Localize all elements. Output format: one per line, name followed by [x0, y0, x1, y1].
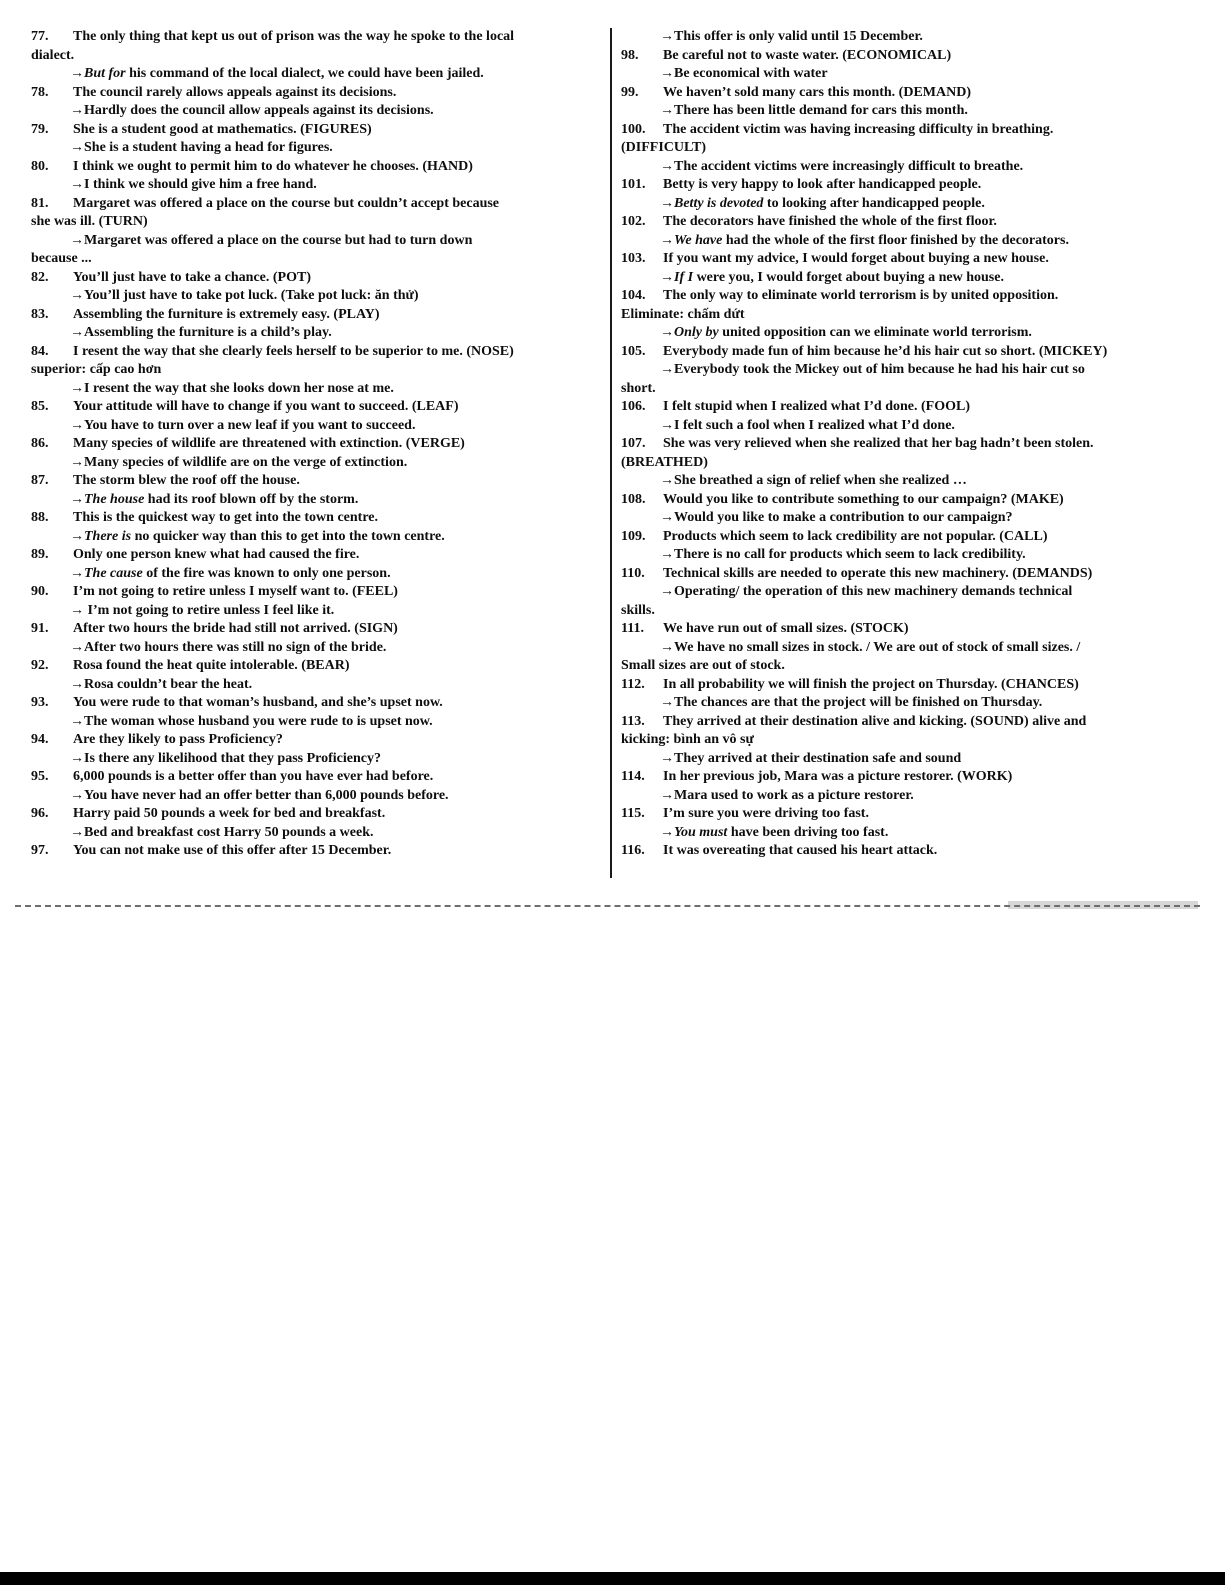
item-number: 80. — [31, 158, 49, 174]
answer-line — [621, 639, 1216, 658]
text-segment: In her previous job, Mara was a picture restorer. (WORK) — [663, 769, 1013, 784]
text-segment: had its roof blown off by the storm. — [144, 491, 359, 507]
text-segment: It was overeating that caused his heart attack. — [663, 843, 938, 858]
item-number: 102. — [621, 214, 646, 229]
item-number: 111. — [621, 621, 644, 636]
text-segment: →I resent the way that she looks down her nose at me. — [70, 380, 394, 396]
text-segment: she was ill. (TURN) — [31, 214, 148, 229]
answer-line — [31, 602, 602, 621]
answer-line — [621, 195, 1216, 214]
italic-text-segment: There is — [84, 528, 132, 544]
item-number: 112. — [621, 676, 645, 692]
text-segment: Betty is very happy to look after handicapped people. — [663, 177, 982, 192]
exercise-item-line — [621, 713, 1216, 732]
text-segment: If you want my advice, I would forget about buying a new house. — [663, 251, 1049, 266]
text-segment: →You’ll just have to take pot luck. (Take pot luck: ăn thử) — [70, 288, 419, 303]
item-text — [663, 213, 997, 232]
text-segment: →Mara used to work as a picture restorer. — [660, 787, 914, 803]
answer-line — [31, 713, 602, 732]
answer-line — [31, 676, 602, 695]
text-segment: Be careful not to waste water. (ECONOMICAL) — [663, 47, 952, 63]
item-number: 78. — [31, 84, 49, 100]
item-number: 100. — [621, 121, 646, 137]
continuation-line — [31, 47, 602, 66]
item-text — [73, 306, 380, 325]
text-segment: After two hours the bride had still not arrived. (SIGN) — [73, 621, 398, 636]
answer-line — [31, 324, 602, 343]
exercise-item-line — [621, 435, 1216, 454]
text-segment: Assembling the furniture is extremely easy. (PLAY) — [73, 306, 380, 322]
answer-line — [621, 472, 1216, 491]
continuation-line — [621, 139, 1216, 158]
continuation-line — [31, 250, 602, 269]
text-segment: →Hardly does the council allow appeals against its decisions. — [70, 103, 434, 118]
item-number: 107. — [621, 436, 646, 451]
answer-line — [621, 824, 1216, 843]
exercise-item-line — [621, 343, 1216, 362]
answer-line — [621, 269, 1216, 288]
exercise-item-line — [31, 195, 602, 214]
text-segment: had the whole of the first floor finished by the decorators. — [722, 232, 1069, 248]
item-number: 83. — [31, 306, 49, 322]
item-number: 77. — [31, 29, 49, 44]
text-segment: Technical skills are needed to operate this new machinery. (DEMANDS) — [663, 565, 1093, 581]
dashed-separator — [15, 905, 1200, 907]
item-text — [73, 28, 514, 47]
item-text — [73, 509, 378, 528]
item-text — [663, 343, 1107, 362]
answer-line — [621, 65, 1216, 84]
answer-line — [621, 361, 1216, 380]
item-number: 103. — [621, 251, 646, 266]
text-segment: united opposition can we eliminate world terrorism. — [718, 325, 1032, 340]
answer-line — [31, 287, 602, 306]
item-text — [73, 768, 433, 787]
exercise-item-line — [31, 28, 602, 47]
item-number: 113. — [621, 713, 645, 729]
exercise-item-line — [621, 398, 1216, 417]
item-text — [73, 435, 465, 454]
text-segment: of the fire was known to only one person. — [142, 565, 391, 581]
item-number: 97. — [31, 843, 49, 858]
text-segment: →There is no call for products which seem to lack credibility. — [660, 547, 1026, 562]
item-number: 114. — [621, 769, 645, 784]
text-columns — [0, 28, 1224, 878]
exercise-item-line — [621, 676, 1216, 695]
item-text — [73, 158, 473, 177]
exercise-item-line — [31, 472, 602, 491]
text-segment: kicking: bình an vô sự — [621, 732, 754, 747]
exercise-item-line — [621, 565, 1216, 584]
item-number: 110. — [621, 565, 645, 581]
answer-line — [621, 324, 1216, 343]
text-segment: →There has been little demand for cars this month. — [660, 103, 968, 118]
text-segment: → — [70, 528, 84, 544]
item-text — [663, 713, 1086, 732]
text-segment: →The woman whose husband you were rude to is upset now. — [70, 713, 433, 729]
text-segment: Margaret was offered a place on the course but couldn’t accept because — [73, 195, 500, 211]
item-number: 86. — [31, 436, 49, 451]
text-segment: Products which seem to lack credibility are not popular. (CALL) — [663, 528, 1048, 544]
text-segment: I felt stupid when I realized what I’d done. (FOOL) — [663, 399, 970, 414]
text-segment: (DIFFICULT) — [621, 140, 707, 155]
item-text — [73, 805, 385, 824]
text-segment: →She breathed a sign of relief when she realized … — [660, 473, 967, 488]
exercise-item-line — [31, 694, 602, 713]
exercise-item-line — [31, 731, 602, 750]
text-segment: Everybody made fun of him because he’d his hair cut so short. (MICKEY) — [663, 343, 1108, 359]
item-number: 93. — [31, 695, 49, 710]
italic-text-segment: The house — [84, 491, 145, 507]
continuation-line — [621, 306, 1216, 325]
bottom-black-bar — [0, 1572, 1225, 1585]
answer-line — [31, 454, 602, 473]
answer-line — [621, 232, 1216, 251]
answer-line — [621, 787, 1216, 806]
item-text — [73, 731, 283, 750]
text-segment: → — [70, 66, 84, 81]
exercise-item-line — [621, 47, 1216, 66]
item-text — [663, 398, 970, 417]
item-number: 101. — [621, 177, 646, 192]
answer-line — [31, 417, 602, 436]
text-segment: → — [660, 269, 674, 285]
exercise-item-line — [621, 287, 1216, 306]
continuation-line — [31, 213, 602, 232]
text-segment: →The accident victims were increasingly difficult to breathe. — [660, 158, 1024, 174]
item-text — [663, 676, 1079, 695]
text-segment: →I think we should give him a free hand. — [70, 177, 317, 192]
text-segment: The accident victim was having increasing difficulty in breathing. — [663, 121, 1054, 137]
exercise-item-line — [31, 269, 602, 288]
exercise-item-line — [31, 509, 602, 528]
item-number: 94. — [31, 732, 49, 747]
text-segment: I think we ought to permit him to do whatever he chooses. (HAND) — [73, 158, 473, 174]
item-text — [663, 842, 937, 861]
item-text — [73, 269, 311, 288]
answer-line — [31, 750, 602, 769]
item-text — [663, 121, 1053, 140]
item-number: 90. — [31, 584, 49, 599]
italic-text-segment: Only by — [674, 325, 719, 340]
item-number: 116. — [621, 843, 645, 858]
item-number: 89. — [31, 547, 49, 562]
italic-text-segment: You must — [674, 824, 728, 840]
text-segment: The only way to eliminate world terrorism is by united opposition. — [663, 288, 1059, 303]
exercise-item-line — [621, 84, 1216, 103]
italic-text-segment: Betty is devoted — [674, 195, 764, 211]
answer-line — [31, 787, 602, 806]
item-number: 109. — [621, 528, 646, 544]
text-segment: →Assembling the furniture is a child’s play. — [70, 325, 332, 340]
item-number: 87. — [31, 473, 49, 488]
text-segment: →I felt such a fool when I realized what I’d done. — [660, 417, 955, 433]
item-text — [663, 435, 1094, 454]
exercise-item-line — [621, 528, 1216, 547]
answer-line — [621, 28, 1216, 47]
exercise-item-line — [31, 398, 602, 417]
text-segment: →You have to turn over a new leaf if you want to succeed. — [70, 417, 416, 433]
text-segment: short. — [621, 380, 656, 396]
item-text — [663, 491, 1064, 510]
item-text — [663, 805, 869, 824]
continuation-line — [621, 731, 1216, 750]
text-segment: 6,000 pounds is a better offer than you have ever had before. — [73, 769, 434, 784]
text-segment: (BREATHED) — [621, 454, 708, 470]
item-number: 81. — [31, 195, 49, 211]
text-segment: have been driving too fast. — [727, 824, 889, 840]
continuation-line — [621, 380, 1216, 399]
text-segment: dialect. — [31, 47, 75, 63]
exercise-item-line — [31, 546, 602, 565]
text-segment: → — [70, 565, 84, 581]
column-left — [0, 28, 612, 878]
text-segment: I resent the way that she clearly feels herself to be superior to me. (NOSE) — [73, 343, 514, 359]
exercise-item-line — [621, 213, 1216, 232]
text-segment: Are they likely to pass Proficiency? — [73, 732, 283, 747]
answer-line — [621, 546, 1216, 565]
exercise-item-line — [31, 805, 602, 824]
item-text — [663, 620, 909, 639]
text-segment: You’ll just have to take a chance. (POT) — [73, 269, 311, 285]
text-segment: →You have never had an offer better than 6,000 pounds before. — [70, 787, 449, 803]
text-segment: We haven’t sold many cars this month. (DEMAND) — [663, 84, 971, 100]
text-segment: → — [660, 824, 674, 840]
item-number: 88. — [31, 510, 49, 525]
item-text — [73, 472, 300, 491]
text-segment: This is the quickest way to get into the town centre. — [73, 510, 379, 525]
text-segment: to looking after handicapped people. — [763, 195, 985, 211]
text-segment: → — [660, 195, 674, 211]
text-segment: skills. — [621, 602, 655, 618]
item-text — [73, 620, 398, 639]
text-segment: no quicker way than this to get into the town centre. — [131, 528, 445, 544]
answer-line — [621, 158, 1216, 177]
answer-line — [31, 491, 602, 510]
item-number: 95. — [31, 769, 49, 784]
answer-line — [31, 139, 602, 158]
text-segment: →This offer is only valid until 15 December. — [660, 29, 923, 44]
item-text — [663, 176, 981, 195]
exercise-item-line — [31, 158, 602, 177]
item-number: 96. — [31, 806, 49, 821]
item-text — [73, 657, 350, 676]
answer-line — [621, 417, 1216, 436]
item-text — [73, 84, 396, 103]
text-segment: → — [660, 232, 674, 248]
answer-line — [31, 528, 602, 547]
text-segment: We have run out of small sizes. (STOCK) — [663, 621, 909, 636]
continuation-line — [621, 602, 1216, 621]
text-segment: →Be economical with water — [660, 66, 828, 81]
text-segment: superior: cấp cao hơn — [31, 362, 162, 377]
answer-line — [31, 102, 602, 121]
exercise-item-line — [31, 84, 602, 103]
text-segment: I’m not going to retire unless I myself want to. (FEEL) — [73, 584, 398, 599]
exercise-item-line — [621, 250, 1216, 269]
text-segment: The council rarely allows appeals against its decisions. — [73, 84, 397, 100]
text-segment: → — [660, 325, 674, 340]
text-segment: →Rosa couldn’t bear the heat. — [70, 676, 253, 692]
item-text — [663, 250, 1049, 269]
italic-text-segment: We have — [674, 232, 723, 248]
item-text — [73, 121, 372, 140]
text-segment: Your attitude will have to change if you want to succeed. (LEAF) — [73, 399, 459, 414]
column-right — [612, 28, 1224, 878]
item-text — [663, 47, 951, 66]
item-text — [663, 565, 1092, 584]
text-segment: They arrived at their destination alive and kicking. (SOUND) alive and — [663, 713, 1087, 729]
answer-line — [621, 102, 1216, 121]
item-text — [663, 768, 1012, 787]
item-text — [663, 287, 1058, 306]
text-segment: →Is there any likelihood that they pass Proficiency? — [70, 750, 381, 766]
answer-line — [31, 639, 602, 658]
text-segment: →Operating/ the operation of this new machinery demands technical — [660, 584, 1073, 599]
answer-line — [621, 694, 1216, 713]
item-text — [73, 343, 514, 362]
item-text — [663, 528, 1048, 547]
item-number: 85. — [31, 399, 49, 414]
exercise-item-line — [31, 620, 602, 639]
text-segment: I’m sure you were driving too fast. — [663, 806, 869, 821]
item-number: 84. — [31, 343, 49, 359]
exercise-item-line — [621, 842, 1216, 861]
answer-line — [621, 583, 1216, 602]
exercise-item-line — [31, 435, 602, 454]
exercise-item-line — [621, 176, 1216, 195]
item-number: 115. — [621, 806, 645, 821]
text-segment: his command of the local dialect, we could have been jailed. — [125, 66, 484, 81]
text-segment: The decorators have finished the whole of the first floor. — [663, 214, 997, 229]
exercise-item-line — [621, 620, 1216, 639]
item-number: 79. — [31, 121, 49, 137]
text-segment: were you, I would forget about buying a new house. — [693, 269, 1004, 285]
item-text — [73, 195, 499, 214]
item-number: 91. — [31, 621, 49, 636]
item-text — [73, 398, 459, 417]
text-segment: →Margaret was offered a place on the course but had to turn down — [70, 232, 473, 248]
text-segment: You can not make use of this offer after 15 December. — [73, 843, 392, 858]
item-number: 105. — [621, 343, 646, 359]
exercise-item-line — [31, 121, 602, 140]
text-segment: →After two hours there was still no sign of the bride. — [70, 639, 387, 655]
answer-line — [621, 750, 1216, 769]
continuation-line — [621, 454, 1216, 473]
text-segment: Many species of wildlife are threatened with extinction. (VERGE) — [73, 436, 465, 451]
continuation-line — [31, 361, 602, 380]
text-segment: In all probability we will finish the project on Thursday. (CHANCES) — [663, 676, 1079, 692]
answer-line — [31, 232, 602, 251]
exercise-item-line — [31, 306, 602, 325]
italic-text-segment: The cause — [84, 565, 143, 581]
italic-text-segment: If I — [674, 269, 694, 285]
item-number: 104. — [621, 288, 646, 303]
item-text — [73, 583, 398, 602]
text-segment: →We have no small sizes in stock. / We are out of stock of small sizes. / — [660, 639, 1081, 655]
answer-line — [31, 565, 602, 584]
item-number: 106. — [621, 399, 646, 414]
text-segment: → — [70, 491, 84, 507]
italic-text-segment: But for — [84, 66, 126, 81]
text-segment: →Many species of wildlife are on the verge of extinction. — [70, 454, 408, 470]
exercise-item-line — [621, 121, 1216, 140]
text-segment: →She is a student having a head for figures. — [70, 140, 333, 155]
text-segment: Only one person knew what had caused the fire. — [73, 547, 360, 562]
text-segment: She was very relieved when she realized that her bag hadn’t been stolen. — [663, 436, 1094, 451]
exercise-item-line — [621, 491, 1216, 510]
answer-line — [31, 824, 602, 843]
text-segment: Would you like to contribute something to our campaign? (MAKE) — [663, 491, 1064, 507]
answer-line — [31, 176, 602, 195]
text-segment: Small sizes are out of stock. — [621, 658, 785, 673]
answer-line — [621, 509, 1216, 528]
exercise-item-line — [31, 343, 602, 362]
text-segment: because ... — [31, 251, 92, 266]
text-segment: →They arrived at their destination safe and sound — [660, 750, 962, 766]
text-segment: Rosa found the heat quite intolerable. (BEAR) — [73, 658, 350, 673]
item-number: 98. — [621, 47, 639, 63]
text-segment: →Would you like to make a contribution to our campaign? — [660, 510, 1013, 525]
text-segment: →The chances are that the project will be finished on Thursday. — [660, 695, 1043, 710]
text-segment: →Everybody took the Mickey out of him because he had his hair cut so — [660, 362, 1085, 377]
item-number: 82. — [31, 269, 49, 285]
exercise-item-line — [31, 583, 602, 602]
text-segment: →Bed and breakfast cost Harry 50 pounds a week. — [70, 824, 374, 840]
text-segment: Eliminate: chấm dứt — [621, 306, 745, 322]
text-segment: Harry paid 50 pounds a week for bed and breakfast. — [73, 806, 386, 821]
text-segment: The only thing that kept us out of prison was the way he spoke to the local — [73, 29, 515, 44]
text-segment: You were rude to that woman’s husband, and she’s upset now. — [73, 695, 443, 710]
text-segment: The storm blew the roof off the house. — [73, 473, 300, 488]
item-text — [73, 546, 359, 565]
answer-line — [31, 380, 602, 399]
item-text — [663, 84, 971, 103]
exercise-item-line — [31, 657, 602, 676]
item-text — [73, 694, 443, 713]
exercise-item-line — [621, 768, 1216, 787]
item-number: 108. — [621, 491, 646, 507]
continuation-line — [621, 657, 1216, 676]
text-segment: → I’m not going to retire unless I feel like it. — [70, 602, 335, 618]
exercise-item-line — [621, 805, 1216, 824]
item-number: 92. — [31, 658, 49, 673]
item-text — [73, 842, 391, 861]
exercise-item-line — [31, 768, 602, 787]
item-number: 99. — [621, 84, 639, 100]
exercise-item-line — [31, 842, 602, 861]
answer-line — [31, 65, 602, 84]
text-segment: She is a student good at mathematics. (FIGURES) — [73, 121, 372, 137]
